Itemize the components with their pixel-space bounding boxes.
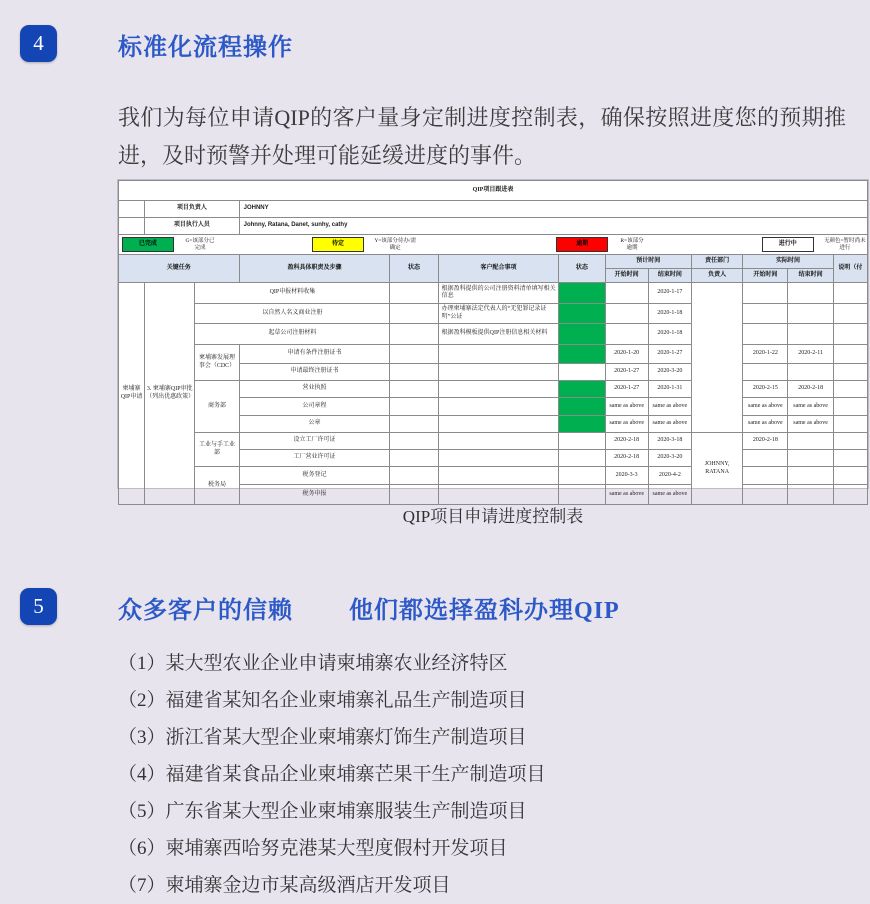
actual-start-cell: same as above [743, 398, 788, 416]
task-cell: 税务登记 [239, 467, 390, 485]
intro-paragraph: 我们为每位申请QIP的客户量身定制进度控制表，确保按照进度您的预期推进，及时预警并处理可能延缓进度的事件。 [118, 105, 846, 168]
plan-start-cell: 2020-2-18 [605, 450, 648, 467]
status-1-cell [390, 324, 438, 345]
status-2-cell [559, 381, 605, 398]
section-5-title [118, 590, 620, 625]
info-spacer [119, 218, 145, 235]
task-cell: 营业执照 [239, 381, 390, 398]
section-5-title-part2: 他们都选择盈科办理QIP [349, 598, 620, 624]
note-cell [833, 398, 867, 416]
list-item: （3）浙江省某大型企业柬埔寨灯饰生产制造项目 [118, 727, 527, 748]
header-plan-time: 预计时间 [605, 255, 691, 269]
note-cell [833, 450, 867, 467]
list-item: （4）福建省某食品企业柬埔寨芒果干生产制造项目 [118, 764, 546, 785]
header-key-task: 关键任务 [119, 255, 240, 283]
status-2-cell [559, 398, 605, 416]
status-1-cell [390, 467, 438, 485]
legend-swatch-done: 已完成 [122, 237, 174, 252]
list-item: （6）柬埔寨西哈努克港某大型度假村开发项目 [118, 838, 508, 859]
header-actual-time: 实际时间 [743, 255, 833, 269]
sheet-row [119, 381, 868, 398]
spreadsheet-figure [118, 180, 868, 497]
number-badge-4 [20, 25, 57, 62]
plan-start-cell: 2020-3-3 [605, 467, 648, 485]
header-status-2: 状态 [559, 255, 605, 283]
actual-end-cell [788, 283, 833, 304]
section-5-title-part1: 众多客户的信赖 [118, 598, 293, 624]
section-4-title: 标准化流程操作 [118, 35, 293, 61]
status-1-cell [390, 433, 438, 450]
legend-swatch-inprogress: 进行中 [762, 237, 814, 252]
actual-start-cell: 2020-1-22 [743, 345, 788, 364]
plan-start-cell [605, 304, 648, 324]
sheet-row [119, 304, 868, 324]
plan-end-cell: 2020-1-18 [648, 324, 691, 345]
status-2-cell [559, 304, 605, 324]
plan-end-cell: same as above [648, 485, 691, 505]
actual-end-cell [788, 324, 833, 345]
client-item-cell [438, 345, 559, 364]
dept-group-cell: 税务局 [195, 467, 239, 505]
note-cell [833, 324, 867, 345]
project-team-label: 项目执行人员 [145, 218, 240, 235]
sheet-row [119, 467, 868, 485]
note-cell [833, 467, 867, 485]
project-lead-value: JOHNNY [239, 201, 867, 218]
dept-group-cell: 商务部 [195, 381, 239, 433]
header-note: 说明（付 [833, 255, 867, 283]
number-badge-5 [20, 588, 57, 625]
actual-start-cell [743, 467, 788, 485]
plan-end-cell: same as above [648, 398, 691, 416]
list-item: （5）广东省某大型企业柬埔寨服装生产制造项目 [118, 801, 527, 822]
status-1-cell [390, 304, 438, 324]
plan-end-cell: 2020-3-20 [648, 450, 691, 467]
client-item-cell [438, 398, 559, 416]
client-item-cell [438, 433, 559, 450]
task-cell: 税务申报 [239, 485, 390, 505]
client-item-cell [438, 416, 559, 433]
header-status-1: 状态 [390, 255, 438, 283]
actual-start-cell [743, 450, 788, 467]
actual-end-cell [788, 433, 833, 450]
status-1-cell [390, 450, 438, 467]
sheet-row [119, 345, 868, 364]
plan-end-cell: 2020-1-17 [648, 283, 691, 304]
list-item: （1）某大型农业企业申请柬埔寨农业经济特区 [118, 653, 508, 674]
client-item-cell [438, 381, 559, 398]
legend-swatch-pending: 待定 [312, 237, 364, 252]
table-caption: QIP项目申请进度控制表 [402, 507, 584, 526]
note-cell [833, 416, 867, 433]
sheet-title: QIP项目跟进表 [119, 181, 868, 201]
task-cell: QIP申报材料收集 [195, 283, 390, 304]
info-spacer [119, 201, 145, 218]
plan-end-cell: 2020-4-2 [648, 467, 691, 485]
list-item: （7）柬埔寨金边市某高级酒店开发项目 [118, 875, 451, 896]
list-item: （2）福建省某知名企业柬埔寨礼品生产制造项目 [118, 690, 527, 711]
actual-start-cell: same as above [743, 416, 788, 433]
actual-start-cell: 2020-2-18 [743, 433, 788, 450]
header-plan-end: 结束时间 [648, 269, 691, 283]
task-cell: 以自然人名义商业注册 [195, 304, 390, 324]
status-1-cell [390, 283, 438, 304]
actual-end-cell: same as above [788, 398, 833, 416]
status-1-cell [390, 381, 438, 398]
status-2-cell [559, 450, 605, 467]
header-actual-start: 开始时间 [743, 269, 788, 283]
actual-end-cell: 2020-2-18 [788, 381, 833, 398]
actual-end-cell [788, 467, 833, 485]
status-2-cell [559, 324, 605, 345]
actual-end-cell: same as above [788, 416, 833, 433]
status-2-cell [559, 416, 605, 433]
note-cell [833, 304, 867, 324]
qip-progress-table [118, 180, 868, 505]
client-item-cell: 办理柬埔寨法定代表人的“无犯罪记录证明”公证 [438, 304, 559, 324]
badge-5-number: 5 [33, 594, 44, 618]
legend-row [119, 235, 868, 255]
note-cell [833, 381, 867, 398]
sheet-row [119, 433, 868, 450]
header-client-items: 客户配合事项 [438, 255, 559, 283]
actual-end-cell [788, 364, 833, 381]
left-label-task: 柬埔寨QIP申请 [119, 283, 145, 505]
actual-start-cell [743, 304, 788, 324]
client-item-cell [438, 364, 559, 381]
plan-start-cell: 2020-1-20 [605, 345, 648, 364]
actual-start-cell [743, 283, 788, 304]
task-cell: 申请最终注册证书 [239, 364, 390, 381]
status-1-cell [390, 364, 438, 381]
status-legend [120, 237, 866, 252]
status-2-cell [559, 283, 605, 304]
dept-group-cell: 柬埔寨发展理事会（CDC） [195, 345, 239, 381]
plan-end-cell: same as above [648, 416, 691, 433]
client-item-cell: 根据盈科提供的公司注册资料清单填写相关信息 [438, 283, 559, 304]
actual-end-cell [788, 450, 833, 467]
plan-end-cell: 2020-3-18 [648, 433, 691, 450]
client-item-cell: 根据盈科模板提供QIP注册信息相关材料 [438, 324, 559, 345]
plan-start-cell: 2020-2-18 [605, 433, 648, 450]
note-cell [833, 433, 867, 450]
client-list [118, 645, 546, 904]
task-cell: 设立工厂许可证 [239, 433, 390, 450]
header-owner: 负责人 [691, 269, 742, 283]
task-cell: 起草公司注册材料 [195, 324, 390, 345]
header-dept: 责任部门 [691, 255, 742, 269]
owner-empty-cell [691, 283, 742, 433]
note-cell [833, 283, 867, 304]
plan-start-cell: same as above [605, 416, 648, 433]
header-steps: 盈科具体职责及步骤 [239, 255, 390, 283]
legend-text-pending: Y=该部分待办/需确定 [374, 237, 416, 251]
header-plan-start: 开始时间 [605, 269, 648, 283]
status-2-cell [559, 345, 605, 364]
plan-start-cell [605, 324, 648, 345]
note-cell [833, 345, 867, 364]
header-actual-end: 结束时间 [788, 269, 833, 283]
status-1-cell [390, 416, 438, 433]
left-label-stage: 3. 柬埔寨QIP审批（列出优惠政策） [145, 283, 195, 505]
task-cell: 工厂营业许可证 [239, 450, 390, 467]
status-2-cell [559, 364, 605, 381]
plan-start-cell: 2020-1-27 [605, 364, 648, 381]
actual-start-cell [743, 364, 788, 381]
legend-swatch-overdue: 逾期 [556, 237, 608, 252]
legend-text-inprogress: 无颜色=暂时尚未进行 [824, 237, 866, 251]
project-team-value: Johnny, Ratana, Danet, sunhy, cathy [239, 218, 867, 235]
actual-end-cell: 2020-2-11 [788, 345, 833, 364]
client-item-cell [438, 467, 559, 485]
plan-end-cell: 2020-1-18 [648, 304, 691, 324]
dept-group-cell: 工业与手工业部 [195, 433, 239, 467]
plan-start-cell [605, 283, 648, 304]
sheet-row [119, 283, 868, 304]
plan-end-cell: 2020-1-31 [648, 381, 691, 398]
status-1-cell [390, 398, 438, 416]
plan-end-cell: 2020-3-20 [648, 364, 691, 381]
note-cell [833, 364, 867, 381]
legend-text-overdue: R=该部分逾期 [620, 237, 644, 251]
status-2-cell [559, 433, 605, 450]
badge-4-number: 4 [33, 31, 44, 55]
owner-cell: JOHNNY, RATANA [691, 433, 742, 505]
status-1-cell [390, 345, 438, 364]
actual-start-cell [743, 324, 788, 345]
task-cell: 公司章程 [239, 398, 390, 416]
sheet-row [119, 324, 868, 345]
plan-start-cell: same as above [605, 398, 648, 416]
plan-start-cell: 2020-1-27 [605, 381, 648, 398]
plan-start-cell: same as above [605, 485, 648, 505]
task-cell: 申请有条件注册证书 [239, 345, 390, 364]
plan-end-cell: 2020-1-27 [648, 345, 691, 364]
status-2-cell [559, 467, 605, 485]
actual-start-cell: 2020-2-15 [743, 381, 788, 398]
legend-text-done: G=该部分已完成 [185, 237, 215, 251]
task-cell: 公章 [239, 416, 390, 433]
actual-end-cell [788, 304, 833, 324]
client-item-cell [438, 450, 559, 467]
project-lead-label: 项目负责人 [145, 201, 240, 218]
